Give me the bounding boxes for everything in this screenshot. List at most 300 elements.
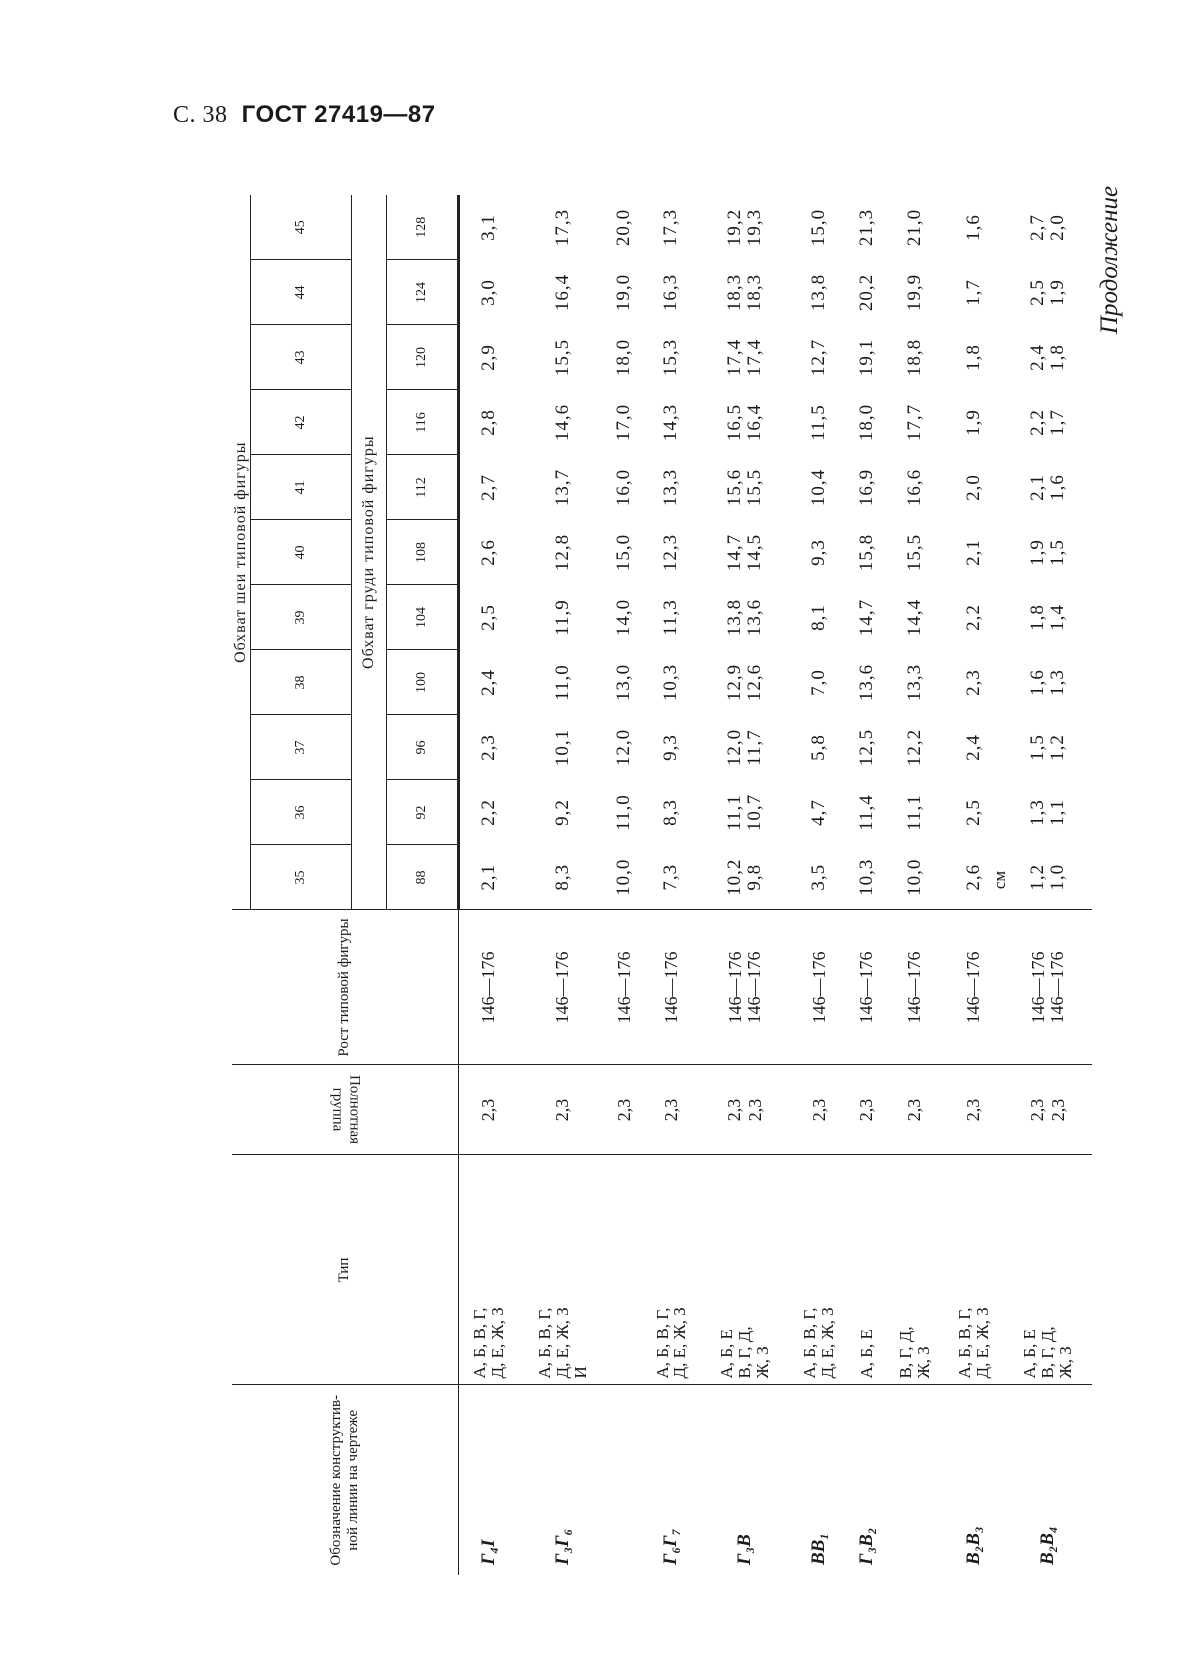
value-cell	[790, 195, 849, 260]
row-type-line: А, Б, В, Г,	[800, 1307, 820, 1379]
value-line: 8,1	[808, 604, 830, 631]
value-line: 8,3	[660, 799, 682, 826]
value-cell	[701, 260, 790, 325]
row-type	[459, 1155, 519, 1385]
value-cell	[1003, 715, 1092, 780]
value-line: 2,4	[1026, 344, 1048, 371]
value-cell	[642, 260, 701, 325]
row-fullness-group	[944, 1065, 1003, 1155]
value-cell	[642, 650, 701, 715]
header-designation: Обозначение конструктив-ной линии на чертеже	[232, 1385, 459, 1575]
row-fullness-group	[459, 1065, 519, 1155]
value-cell	[607, 325, 642, 390]
table-row	[459, 195, 519, 1575]
row-type	[1003, 1155, 1092, 1385]
row-type-line: И	[570, 1366, 590, 1379]
value-cell	[849, 780, 885, 845]
row-type-line: В, Г, Д,	[895, 1326, 915, 1379]
row-height-line: 146—176	[478, 951, 499, 1024]
value-line: 15,8	[855, 533, 877, 572]
value-cell	[849, 260, 885, 325]
value-line: 18,3	[744, 273, 766, 312]
value-cell	[885, 780, 944, 845]
value-cell	[944, 325, 1003, 390]
value-line: 1,1	[1046, 799, 1068, 826]
value-line: 10,0	[903, 858, 925, 896]
value-line: 13,6	[855, 663, 877, 702]
value-line: 1,9	[1026, 539, 1048, 566]
value-line: 14,5	[744, 533, 766, 572]
value-line: 7,3	[660, 863, 682, 891]
value-line: 2,0	[962, 474, 984, 501]
page-header	[173, 100, 436, 129]
value-line: 19,3	[744, 208, 766, 247]
gost-code: ГОСТ 27419—87	[241, 101, 436, 128]
row-type	[849, 1155, 885, 1385]
value-cell	[459, 845, 519, 910]
chest-size-cell: 124	[387, 260, 459, 325]
row-height	[944, 910, 1003, 1065]
chest-size-cell: 100	[387, 650, 459, 715]
value-line: 18,3	[724, 273, 746, 312]
header-type: Тип	[232, 1155, 459, 1385]
row-fullness-group-line: 2,3	[478, 1098, 499, 1122]
value-line: 2,3	[478, 734, 500, 761]
value-line: 21,0	[903, 208, 925, 247]
chest-size-cell: 128	[387, 195, 459, 260]
value-cell	[944, 390, 1003, 455]
value-line: 2,7	[1026, 214, 1048, 241]
value-cell	[518, 650, 607, 715]
table-row	[885, 195, 944, 1575]
chest-size-cell: 108	[387, 520, 459, 585]
row-designation: ВВ₁	[790, 1385, 849, 1575]
value-line: 8,3	[551, 863, 573, 891]
value-line: 13,7	[551, 468, 573, 507]
value-cell	[607, 390, 642, 455]
value-cell	[459, 390, 519, 455]
value-cell	[642, 845, 701, 910]
value-line: 2,0	[1046, 214, 1068, 241]
row-type	[518, 1155, 607, 1385]
data-table	[232, 195, 1092, 1575]
row-type	[642, 1155, 701, 1385]
value-line: 2,6	[962, 863, 984, 891]
page-number: С. 38	[173, 102, 228, 128]
value-line: 16,5	[724, 403, 746, 442]
value-cell	[607, 260, 642, 325]
value-cell	[849, 715, 885, 780]
neck-size-cell: 43	[251, 325, 352, 390]
value-line: 10,1	[551, 728, 573, 767]
value-line: 12,9	[724, 663, 746, 702]
value-line: 9,3	[808, 539, 830, 566]
neck-size-cell: 39	[251, 585, 352, 650]
value-line: 10,4	[808, 468, 830, 507]
value-cell	[885, 520, 944, 585]
table-row	[944, 195, 1003, 1575]
value-cell	[885, 585, 944, 650]
row-type-line: А, Б, В, Г,	[469, 1307, 489, 1379]
value-cell	[642, 455, 701, 520]
value-line: 7,0	[808, 669, 830, 696]
value-line: 2,1	[1026, 474, 1048, 501]
table-row	[790, 195, 849, 1575]
value-cell	[1003, 780, 1092, 845]
value-line: 9,2	[551, 799, 573, 826]
row-height-line: 146—176	[963, 951, 984, 1024]
neck-size-cell: 42	[251, 390, 352, 455]
value-line: 2,4	[962, 734, 984, 761]
row-fullness-group-line: 2,3	[613, 1098, 634, 1122]
chest-size-cell: 120	[387, 325, 459, 390]
value-cell	[642, 715, 701, 780]
value-line: 1,9	[962, 409, 984, 436]
row-fullness-group-line: 2,3	[660, 1098, 681, 1122]
row-height-line: 146—176	[856, 951, 877, 1024]
value-cell	[459, 195, 519, 260]
value-cell	[849, 390, 885, 455]
header-height: Рост типовой фигуры	[232, 910, 459, 1065]
value-cell	[701, 455, 790, 520]
value-cell	[459, 455, 519, 520]
chest-size-cell: 88	[387, 845, 459, 910]
value-cell	[849, 585, 885, 650]
row-designation: В₂В₄	[1003, 1385, 1092, 1575]
value-line: 17,3	[660, 208, 682, 247]
value-cell	[1003, 650, 1092, 715]
value-line: 14,6	[551, 403, 573, 442]
value-line: 11,1	[903, 794, 925, 831]
value-line: 12,0	[613, 728, 635, 767]
value-line: 1,4	[1046, 604, 1068, 631]
value-cell	[607, 715, 642, 780]
neck-size-cell: 37	[251, 715, 352, 780]
row-designation: Г₃Г₆	[518, 1385, 607, 1575]
table-row	[849, 195, 885, 1575]
chest-size-cell: 112	[387, 455, 459, 520]
row-type-line: Д, Е, Ж, З	[552, 1307, 572, 1379]
value-line: 1,2	[1026, 863, 1048, 891]
value-line: 20,2	[855, 273, 877, 312]
value-cell	[1003, 325, 1092, 390]
row-type	[607, 1155, 642, 1385]
table-row	[701, 195, 790, 1575]
value-cell	[459, 325, 519, 390]
value-cell	[607, 780, 642, 845]
value-cell	[607, 520, 642, 585]
value-line: 1,7	[962, 279, 984, 306]
value-line: 16,3	[660, 273, 682, 312]
value-line: 19,9	[903, 273, 925, 312]
value-line: 1,5	[1026, 734, 1048, 761]
row-type-line: Д, Е, Ж, З	[670, 1307, 690, 1379]
row-fullness-group	[849, 1065, 885, 1155]
value-line: 1,5	[1046, 539, 1068, 566]
value-line: 2,7	[478, 474, 500, 501]
value-line: 1,6	[962, 214, 984, 241]
value-cell	[790, 390, 849, 455]
value-cell	[944, 455, 1003, 520]
value-cell	[642, 195, 701, 260]
value-line: 17,4	[744, 338, 766, 377]
row-designation: Г₃В₂	[849, 1385, 885, 1575]
value-cell	[518, 520, 607, 585]
value-cell	[1003, 260, 1092, 325]
row-type-line: А, Б, Е	[1019, 1329, 1039, 1379]
value-line: 12,2	[903, 728, 925, 767]
continued-label: Продолжение	[1096, 185, 1123, 335]
row-height	[849, 910, 885, 1065]
value-line: 15,5	[551, 338, 573, 377]
value-line: 12,7	[808, 338, 830, 377]
value-cell	[790, 780, 849, 845]
value-cell	[944, 650, 1003, 715]
value-cell	[849, 195, 885, 260]
value-cell	[518, 195, 607, 260]
value-cell	[459, 715, 519, 780]
value-cell	[701, 715, 790, 780]
value-line: 15,0	[613, 533, 635, 572]
neck-size-cell: 45	[251, 195, 352, 260]
value-cell	[849, 845, 885, 910]
row-fullness-group-line: 2,3	[963, 1098, 984, 1122]
value-cell	[518, 455, 607, 520]
value-line: 2,2	[1026, 409, 1048, 436]
value-cell	[1003, 520, 1092, 585]
value-line: 15,5	[744, 468, 766, 507]
table-row	[642, 195, 701, 1575]
value-line: 18,0	[855, 403, 877, 442]
header-chest-group: Обхват груди типовой фигуры	[352, 195, 387, 910]
value-cell	[885, 715, 944, 780]
row-fullness-group	[885, 1065, 944, 1155]
neck-size-cell: 41	[251, 455, 352, 520]
value-cell	[518, 845, 607, 910]
value-cell	[518, 260, 607, 325]
row-designation: Г₄I	[459, 1385, 519, 1575]
value-cell	[944, 585, 1003, 650]
value-line: 16,6	[903, 468, 925, 507]
row-fullness-group-line: 2,3	[808, 1098, 829, 1122]
row-type	[790, 1155, 849, 1385]
value-line: 16,4	[744, 403, 766, 442]
value-line: 3,0	[478, 279, 500, 306]
value-cell	[885, 195, 944, 260]
chest-size-cell: 116	[387, 390, 459, 455]
value-line: 9,8	[744, 863, 766, 891]
row-fullness-group-line: 2,3	[745, 1098, 766, 1122]
value-cell	[790, 260, 849, 325]
row-designation: Г₆Г₇	[642, 1385, 701, 1575]
value-cell	[701, 585, 790, 650]
value-line: 11,0	[551, 664, 573, 701]
row-type-line: Ж, З	[1055, 1346, 1075, 1379]
value-line: 2,3	[962, 669, 984, 696]
value-line: 1,0	[1046, 863, 1068, 891]
value-cell	[701, 780, 790, 845]
value-cell	[607, 585, 642, 650]
value-cell	[518, 325, 607, 390]
value-line: 1,8	[1046, 344, 1068, 371]
value-line: 11,7	[744, 729, 766, 766]
value-line: 13,6	[744, 598, 766, 637]
row-height	[1003, 910, 1092, 1065]
value-line: 2,2	[962, 604, 984, 631]
value-line: 2,2	[478, 799, 500, 826]
value-cell	[885, 845, 944, 910]
row-height	[885, 910, 944, 1065]
value-cell	[459, 585, 519, 650]
row-height	[607, 910, 642, 1065]
neck-size-cell: 40	[251, 520, 352, 585]
value-line: 11,3	[660, 599, 682, 636]
chest-size-cell: 92	[387, 780, 459, 845]
value-line: 11,1	[724, 794, 746, 831]
value-line: 2,5	[478, 604, 500, 631]
value-cell	[849, 455, 885, 520]
row-fullness-group	[642, 1065, 701, 1155]
value-cell	[1003, 195, 1092, 260]
value-cell	[944, 715, 1003, 780]
value-line: 12,3	[660, 533, 682, 572]
value-cell	[885, 455, 944, 520]
value-line: 9,3	[660, 734, 682, 761]
row-fullness-group	[701, 1065, 790, 1155]
row-type-line: В, Г, Д,	[735, 1326, 755, 1379]
value-cell	[642, 780, 701, 845]
value-line: 11,0	[613, 794, 635, 831]
value-line: 11,4	[855, 794, 877, 831]
row-type-line: А, Б, Е	[717, 1329, 737, 1379]
value-cell	[607, 650, 642, 715]
value-line: 16,9	[855, 468, 877, 507]
value-line: 1,3	[1046, 669, 1068, 696]
row-designation	[607, 1385, 642, 1575]
value-line: 2,6	[478, 539, 500, 566]
rotated-table-frame	[232, 195, 1092, 1575]
value-line: 18,8	[903, 338, 925, 377]
value-cell	[607, 455, 642, 520]
table-body	[459, 195, 1093, 1575]
value-line: 2,1	[478, 863, 500, 891]
value-cell	[1003, 585, 1092, 650]
value-line: 14,0	[613, 598, 635, 637]
value-line: 1,8	[962, 344, 984, 371]
value-cell	[518, 390, 607, 455]
value-cell	[701, 650, 790, 715]
value-cell	[701, 845, 790, 910]
value-line: 2,5	[1026, 279, 1048, 306]
row-type-line: Ж, З	[753, 1346, 773, 1379]
value-line: 17,4	[724, 338, 746, 377]
row-type-line: Ж, З	[913, 1346, 933, 1379]
row-fullness-group	[607, 1065, 642, 1155]
value-line: 11,9	[551, 599, 573, 636]
value-cell	[459, 260, 519, 325]
value-cell	[790, 650, 849, 715]
value-line: 14,7	[855, 598, 877, 637]
value-line: 14,4	[903, 598, 925, 637]
value-cell	[944, 520, 1003, 585]
row-fullness-group-line: 2,3	[724, 1098, 745, 1122]
row-height-line: 146—176	[808, 951, 829, 1024]
value-line: 20,0	[613, 208, 635, 247]
value-cell	[459, 650, 519, 715]
header-neck-group: Обхват шеи типовой фигуры	[232, 195, 251, 910]
value-line: 2,8	[478, 409, 500, 436]
row-fullness-group-line: 2,3	[856, 1098, 877, 1122]
value-line: 19,2	[724, 208, 746, 247]
value-line: 13,0	[613, 663, 635, 702]
value-cell	[1003, 390, 1092, 455]
value-line: 1,6	[1026, 669, 1048, 696]
value-line: 13,3	[660, 468, 682, 507]
table-row	[1003, 195, 1092, 1575]
row-designation: В₂В₃	[944, 1385, 1003, 1575]
value-cell	[885, 325, 944, 390]
row-fullness-group	[518, 1065, 607, 1155]
row-type-line: А, Б, В, Г,	[954, 1307, 974, 1379]
value-cell	[944, 845, 1003, 910]
value-cell	[518, 715, 607, 780]
value-line: 2,9	[478, 344, 500, 371]
value-cell	[790, 585, 849, 650]
value-line: 12,8	[551, 533, 573, 572]
row-height	[518, 910, 607, 1065]
row-height	[642, 910, 701, 1065]
row-designation: Г₃В	[701, 1385, 790, 1575]
value-line: 13,3	[903, 663, 925, 702]
value-cell	[885, 260, 944, 325]
row-fullness-group-line: 2,3	[904, 1098, 925, 1122]
row-height-line: 146—176	[744, 951, 765, 1024]
value-line: 15,6	[724, 468, 746, 507]
value-line: 4,7	[808, 799, 830, 826]
value-line: 19,0	[613, 273, 635, 312]
value-cell	[642, 585, 701, 650]
row-type-line: А, Б, Е	[856, 1329, 876, 1379]
value-line: 14,3	[660, 403, 682, 442]
value-line: 14,7	[724, 533, 746, 572]
value-line: 10,3	[660, 663, 682, 702]
row-height-line: 146—176	[552, 951, 573, 1024]
row-height-line: 146—176	[904, 951, 925, 1024]
row-height	[701, 910, 790, 1065]
row-type-line: Д, Е, Ж, З	[972, 1307, 992, 1379]
row-designation	[885, 1385, 944, 1575]
value-cell	[518, 780, 607, 845]
value-cell	[607, 195, 642, 260]
row-fullness-group	[1003, 1065, 1092, 1155]
row-fullness-group	[790, 1065, 849, 1155]
row-type	[701, 1155, 790, 1385]
value-cell	[849, 520, 885, 585]
header-fullness-group-text: Полнотная группа	[329, 1075, 363, 1145]
value-cell	[607, 845, 642, 910]
value-cell	[1003, 845, 1092, 910]
value-cell	[790, 715, 849, 780]
value-cell	[1003, 455, 1092, 520]
row-fullness-group-line: 2,3	[1047, 1098, 1068, 1122]
header-fullness-group	[232, 1065, 459, 1155]
row-height	[459, 910, 519, 1065]
value-line: 11,5	[808, 404, 830, 441]
neck-size-cell: 44	[251, 260, 352, 325]
value-line: 19,1	[855, 338, 877, 377]
value-cell	[790, 845, 849, 910]
value-cell	[790, 455, 849, 520]
